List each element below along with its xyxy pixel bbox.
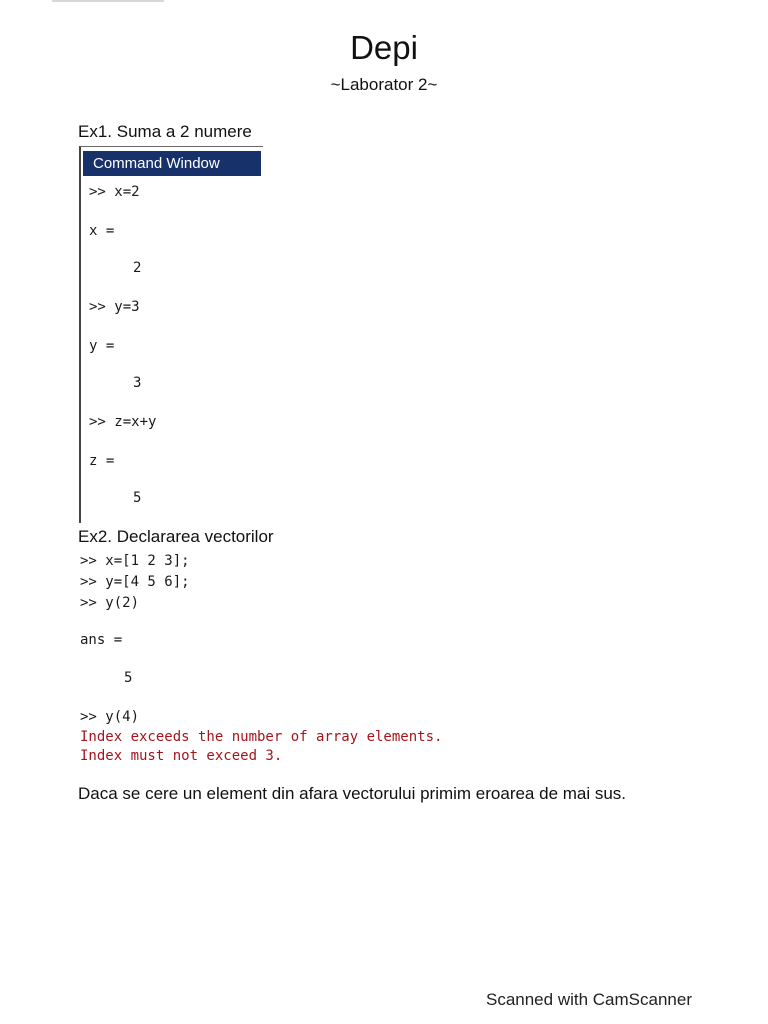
- page-subtitle: ~Laborator 2~: [330, 75, 438, 94]
- command-output-y-value: 3: [133, 375, 142, 391]
- command-output-x-value: 2: [133, 260, 142, 276]
- error-message-line-2: Index must not exceed 3.: [80, 748, 283, 764]
- command-line-y-index-2: >> y(2): [80, 595, 140, 611]
- command-line-z-assign: >> z=x+y: [89, 414, 157, 430]
- conclusion-text: Daca se cere un element din afara vectorului primim eroarea de mai sus.: [78, 784, 627, 803]
- page-title: Depi: [350, 29, 418, 66]
- command-output-z-label: z =: [89, 453, 115, 469]
- command-line-x-assign: >> x=2: [89, 184, 140, 200]
- command-output-ans-label: ans =: [80, 632, 123, 648]
- command-line-x-vector: >> x=[1 2 3];: [80, 553, 190, 569]
- command-window-screenshot: [79, 146, 263, 523]
- command-line-y-index-4: >> y(4): [80, 709, 140, 725]
- ex1-heading: Ex1. Suma a 2 numere: [78, 122, 252, 141]
- command-line-y-assign: >> y=3: [89, 299, 140, 315]
- command-output-ans-value: 5: [124, 670, 133, 686]
- command-output-y-label: y =: [89, 338, 115, 354]
- error-message-line-1: Index exceeds the number of array elements.: [80, 729, 443, 745]
- ex2-heading: Ex2. Declararea vectorilor: [78, 527, 274, 546]
- command-line-y-vector: >> y=[4 5 6];: [80, 574, 190, 590]
- command-output-x-label: x =: [89, 223, 115, 239]
- top-divider: [52, 0, 164, 2]
- command-window-title: Command Window: [83, 151, 261, 176]
- scanner-watermark: Scanned with CamScanner: [485, 990, 692, 1009]
- command-output-z-value: 5: [133, 490, 142, 506]
